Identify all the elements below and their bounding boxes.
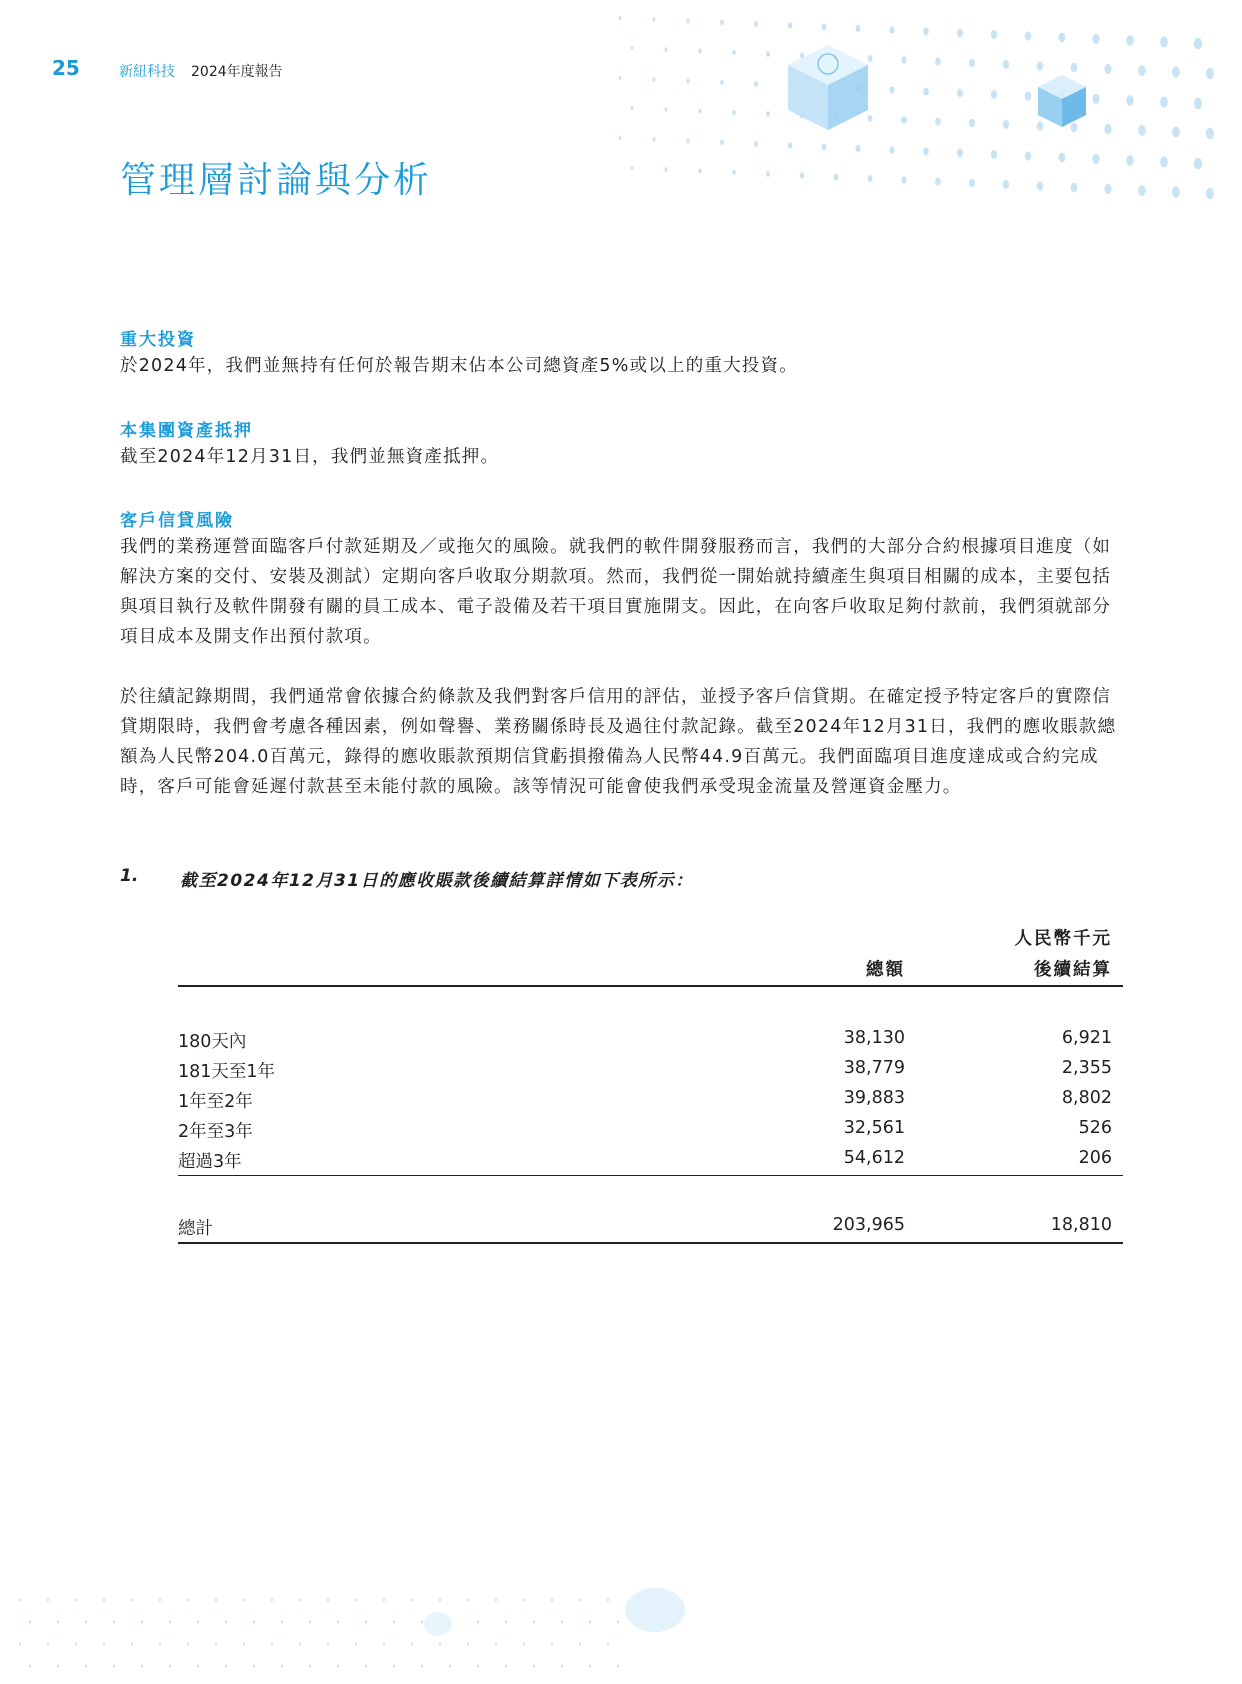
page-title: 管理層討論與分析 (120, 160, 433, 201)
bottom-glass-shape (625, 1588, 685, 1632)
total-amount: 203,965 (832, 1215, 905, 1235)
row-total: 38,130 (843, 1028, 905, 1048)
cube-illustration-large (788, 45, 868, 130)
header-company-name: 新紐科技 (119, 64, 175, 80)
row-label: 2年至3年 (178, 1122, 253, 1142)
cube-illustration-small (1038, 75, 1086, 127)
paragraph-major-investments: 於2024年，我們並無持有任何於報告期末佔本公司總資產5%或以上的重大投資。 (120, 356, 798, 376)
row-label: 181天至1年 (178, 1062, 276, 1082)
item-text: 截至2024年12月31日的應收賬款後續結算詳情如下表所示： (180, 871, 694, 891)
paragraph-asset-pledge: 截至2024年12月31日，我們並無資產抵押。 (120, 447, 500, 467)
row-label: 超過3年 (178, 1152, 242, 1172)
total-settled: 18,810 (1050, 1215, 1112, 1235)
section-heading-asset-pledge: 本集團資產抵押 (120, 421, 253, 441)
row-total: 32,561 (843, 1118, 905, 1138)
row-total: 54,612 (843, 1148, 905, 1168)
row-settled: 526 (1078, 1118, 1112, 1138)
page-number: 25 (52, 56, 80, 80)
row-total: 39,883 (843, 1088, 905, 1108)
row-settled: 2,355 (1061, 1058, 1112, 1078)
total-label: 總計 (178, 1219, 213, 1239)
table-total-rule (178, 1242, 1123, 1244)
table-unit-header: 人民幣千元 (1014, 929, 1112, 949)
row-settled: 206 (1078, 1148, 1112, 1168)
table-subtotal-rule (178, 1175, 1123, 1176)
row-settled: 8,802 (1061, 1088, 1112, 1108)
table-header-rule (178, 985, 1123, 987)
row-label: 1年至2年 (178, 1092, 253, 1112)
row-total: 38,779 (843, 1058, 905, 1078)
section-heading-major-investments: 重大投資 (120, 330, 196, 350)
item-number: 1. (120, 866, 139, 886)
paragraph-credit-risk-1: 我們的業務運營面臨客戶付款延期及／或拖欠的風險。就我們的軟件開發服務而言，我們的大部分合約根據項目進度（如解決方案的交付、安裝及測試）定期向客戶收取分期款項。然而，我們從一開始就持續產生與項目相關的成本，主要包括與項目執行及軟件開發有關的員工成本、電子設備及若干項目實施開支。因此，在向客戶收取足夠付款前，我們須就部分項目成本及開支作出預付款項。 (120, 537, 1112, 647)
row-label: 180天內 (178, 1032, 247, 1052)
header-report-name: 2024年度報告 (191, 64, 283, 80)
section-heading-credit-risk: 客戶信貸風險 (120, 511, 234, 531)
table-header-settled: 後續結算 (1034, 960, 1112, 980)
paragraph-credit-risk-2: 於往績記錄期間，我們通常會依據合約條款及我們對客戶信用的評估，並授予客戶信貸期。在確定授予特定客戶的實際信貸期限時，我們會考慮各種因素，例如聲譽、業務關係時長及過往付款記錄。截至2024年12月31日，我們的應收賬款總額為人民幣204.0百萬元，錄得的應收賬款預期信貸虧損撥備為人民幣44.9百萬元。我們面臨項目進度達成或合約完成時，客戶可能會延遲付款甚至未能付款的風險。該等情況可能會使我們承受現金流量及營運資金壓力。 (120, 687, 1117, 797)
table-header-total: 總額 (866, 960, 905, 980)
row-settled: 6,921 (1061, 1028, 1112, 1048)
